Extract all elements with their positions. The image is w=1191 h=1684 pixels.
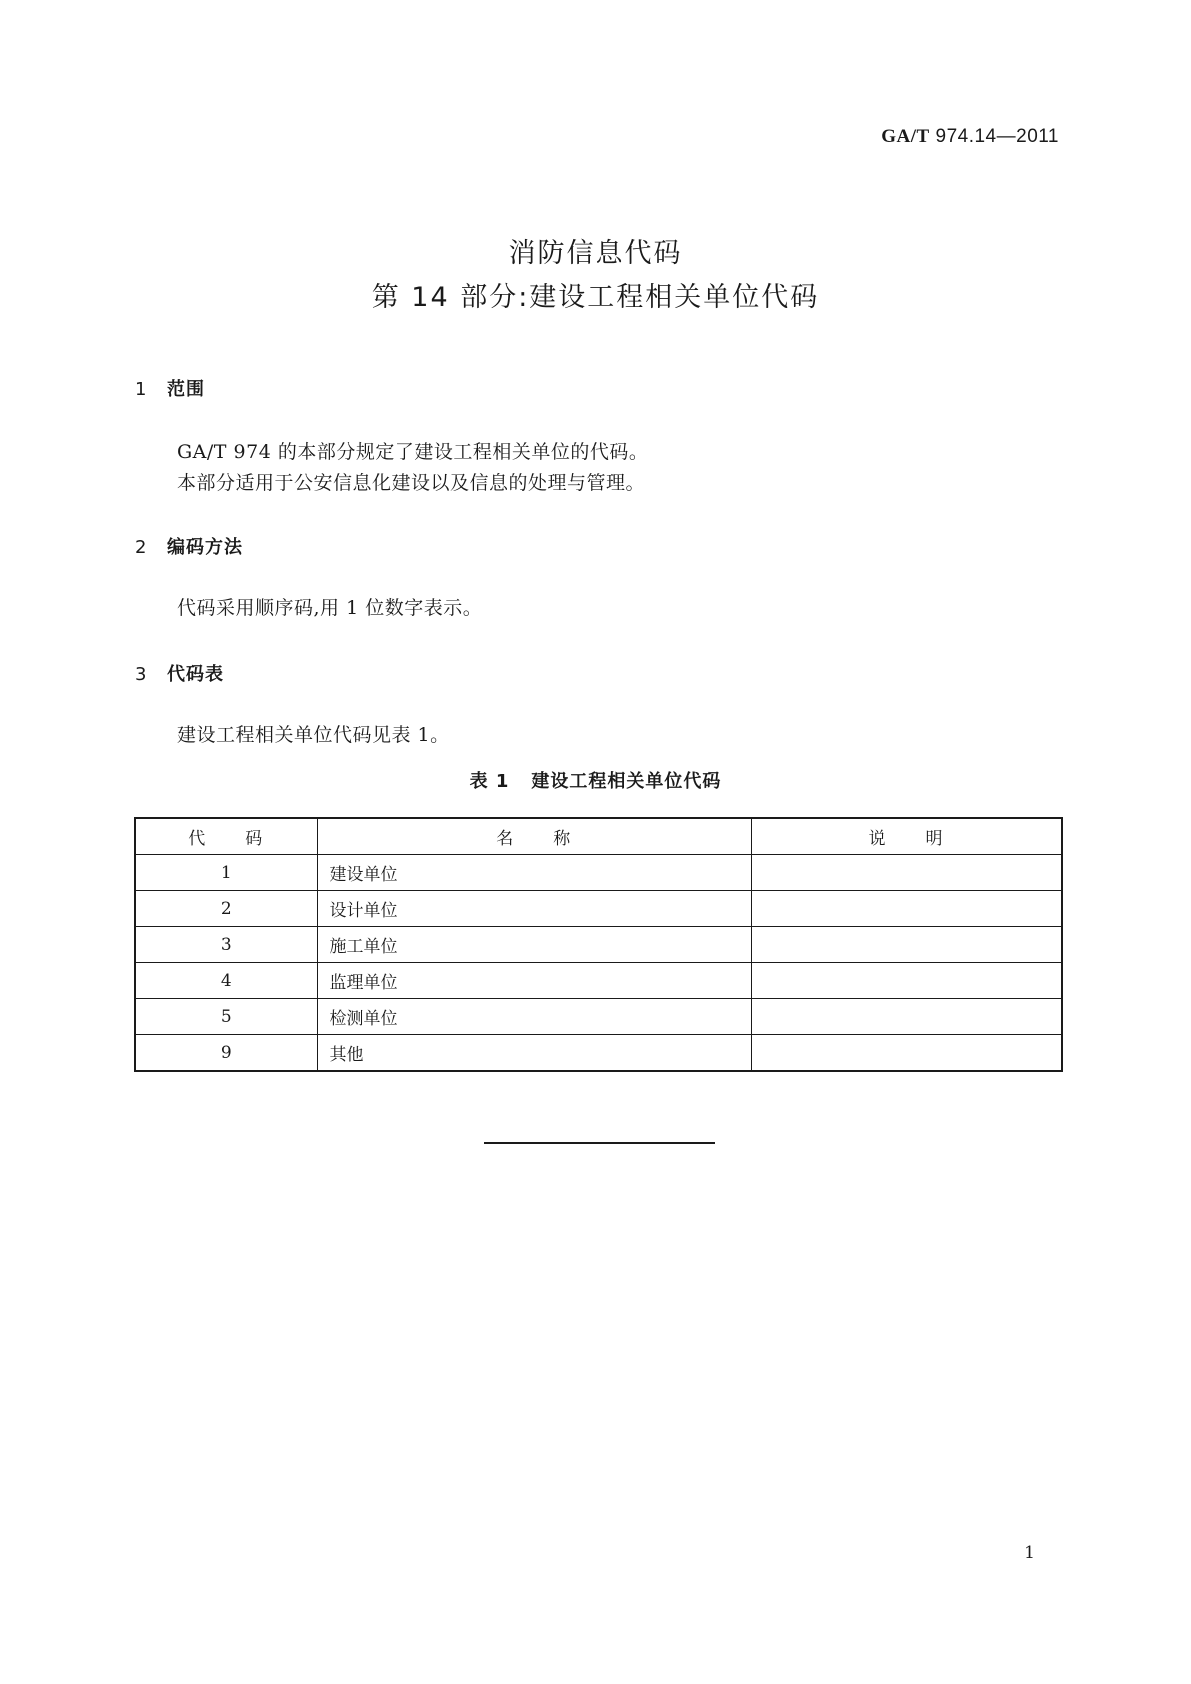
column-header-code: 代 码: [135, 818, 317, 855]
cell-name: 检测单位: [317, 999, 751, 1035]
cell-name: 建设单位: [317, 855, 751, 891]
table-caption: [0, 767, 1191, 793]
paragraph: 建设工程相关单位代码见表 1。: [177, 724, 450, 746]
cell-description: [751, 963, 1062, 999]
table-row: [135, 999, 1062, 1035]
standard-prefix: GA/T: [881, 126, 930, 147]
section-title: 编码方法: [167, 537, 243, 558]
section-title: 代码表: [167, 664, 224, 685]
paragraph: 本部分适用于公安信息化建设以及信息的处理与管理。: [177, 472, 646, 494]
document-subtitle: 第 14 部分:建设工程相关单位代码: [371, 282, 820, 313]
cell-code: 4: [135, 963, 317, 999]
cell-code: 9: [135, 1035, 317, 1072]
table-row: [135, 927, 1062, 963]
table-caption-title: 建设工程相关单位代码: [531, 771, 722, 792]
cell-description: [751, 891, 1062, 927]
cell-description: [751, 1035, 1062, 1072]
page-number: 1: [1024, 1543, 1035, 1563]
cell-code: 1: [135, 855, 317, 891]
section-heading-code-table: [135, 660, 224, 686]
code-table: [134, 817, 1063, 1072]
cell-name: 监理单位: [317, 963, 751, 999]
cell-name: 施工单位: [317, 927, 751, 963]
table-row: [135, 891, 1062, 927]
table-caption-number: 表 1: [469, 771, 510, 792]
standard-code: [881, 126, 1059, 148]
section-heading-scope: [135, 375, 205, 401]
cell-code: 3: [135, 927, 317, 963]
standard-number: 974.14—2011: [935, 126, 1059, 147]
cell-description: [751, 927, 1062, 963]
table-row: [135, 963, 1062, 999]
column-header-description: 说 明: [751, 818, 1062, 855]
cell-code: 2: [135, 891, 317, 927]
paragraph: 代码采用顺序码,用 1 位数字表示。: [177, 597, 483, 619]
cell-name: 设计单位: [317, 891, 751, 927]
section-number: 1: [135, 379, 148, 400]
table-row: [135, 855, 1062, 891]
end-of-document-rule: [484, 1142, 715, 1144]
section-number: 3: [135, 664, 148, 685]
cell-code: 5: [135, 999, 317, 1035]
cell-description: [751, 855, 1062, 891]
cell-name: 其他: [317, 1035, 751, 1072]
section-title: 范围: [167, 379, 205, 400]
document-title: 消防信息代码: [508, 238, 683, 269]
table-header-row: [135, 818, 1062, 855]
column-header-name: 名 称: [317, 818, 751, 855]
paragraph: GA/T 974 的本部分规定了建设工程相关单位的代码。: [177, 441, 649, 463]
cell-description: [751, 999, 1062, 1035]
table-row: [135, 1035, 1062, 1072]
section-heading-coding-method: [135, 533, 243, 559]
section-number: 2: [135, 537, 148, 558]
